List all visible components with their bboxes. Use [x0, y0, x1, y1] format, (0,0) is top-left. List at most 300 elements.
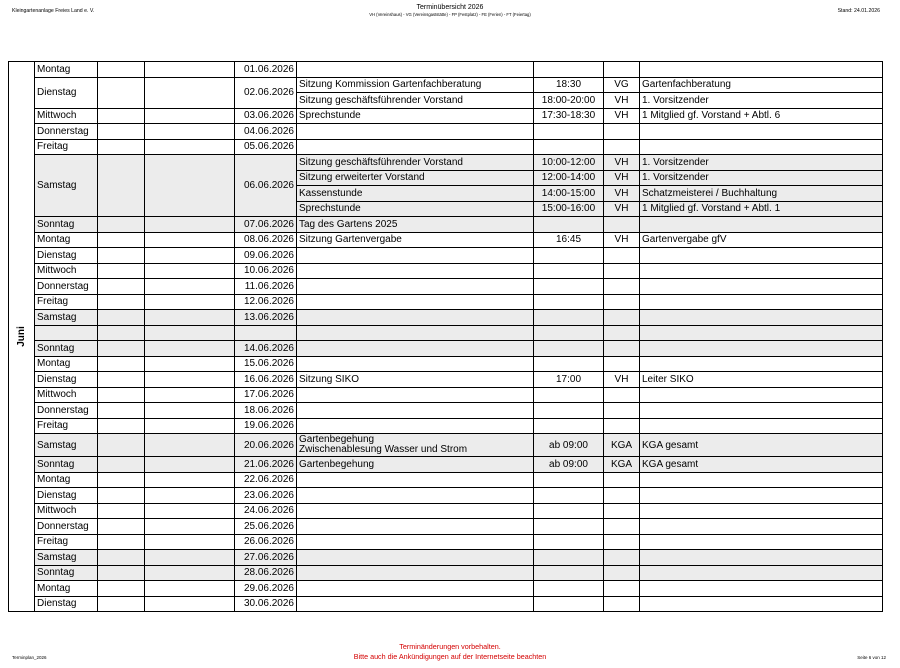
blank-col-2	[145, 472, 235, 488]
event-location	[604, 124, 640, 140]
event-time	[534, 550, 604, 566]
day-name: Montag	[35, 581, 98, 597]
event-text: Sitzung geschäftsführender Vorstand	[297, 155, 534, 171]
day-name: Freitag	[35, 139, 98, 155]
day-name: Freitag	[35, 418, 98, 434]
event-time	[534, 217, 604, 233]
blank-col-2	[145, 356, 235, 372]
blank-col-2	[145, 503, 235, 519]
event-time	[534, 124, 604, 140]
day-name: Freitag	[35, 294, 98, 310]
schedule-row	[9, 279, 883, 295]
event-text	[297, 596, 534, 612]
event-time	[534, 294, 604, 310]
event-location	[604, 387, 640, 403]
schedule-row	[9, 434, 883, 457]
blank-col-2	[145, 248, 235, 264]
event-text: Sitzung Gartenvergabe	[297, 232, 534, 248]
event-text	[297, 503, 534, 519]
blank-col-1	[98, 310, 145, 326]
event-responsible	[640, 263, 883, 279]
month-label-text: Juni	[16, 326, 27, 347]
event-text: Kassenstunde	[297, 186, 534, 202]
event-responsible: 1. Vorsitzender	[640, 93, 883, 109]
schedule-row	[9, 550, 883, 566]
event-time	[534, 418, 604, 434]
blank-col-2	[145, 62, 235, 78]
blank-col-1	[98, 519, 145, 535]
event-responsible	[640, 387, 883, 403]
event-location	[604, 310, 640, 326]
schedule-row	[9, 581, 883, 597]
schedule-row	[9, 403, 883, 419]
event-text	[297, 279, 534, 295]
page-header	[0, 4, 900, 17]
date: 30.06.2026	[235, 596, 297, 612]
event-responsible	[640, 356, 883, 372]
day-name: Dienstag	[35, 596, 98, 612]
blank-col-1	[98, 248, 145, 264]
event-time	[534, 596, 604, 612]
blank-col-1	[98, 565, 145, 581]
event-text	[297, 565, 534, 581]
blank-col-2	[145, 139, 235, 155]
schedule-row	[9, 124, 883, 140]
event-text	[297, 550, 534, 566]
event-responsible	[640, 341, 883, 357]
schedule-row	[9, 325, 883, 341]
event-text	[297, 341, 534, 357]
event-time: 17:30-18:30	[534, 108, 604, 124]
event-text	[297, 248, 534, 264]
event-time	[534, 581, 604, 597]
date: 22.06.2026	[235, 472, 297, 488]
event-text	[297, 310, 534, 326]
blank-col-1	[98, 550, 145, 566]
event-time	[534, 503, 604, 519]
event-responsible	[640, 534, 883, 550]
event-location	[604, 472, 640, 488]
date: 20.06.2026	[235, 434, 297, 457]
event-text: Sprechstunde	[297, 108, 534, 124]
blank-col-1	[98, 503, 145, 519]
day-name: Dienstag	[35, 248, 98, 264]
month-label	[9, 62, 35, 612]
event-time	[534, 519, 604, 535]
blank-col-2	[145, 550, 235, 566]
date: 18.06.2026	[235, 403, 297, 419]
day-name: Dienstag	[35, 488, 98, 504]
schedule-row	[9, 294, 883, 310]
schedule-row	[9, 372, 883, 388]
event-location	[604, 418, 640, 434]
date: 29.06.2026	[235, 581, 297, 597]
event-responsible: KGA gesamt	[640, 457, 883, 473]
blank-col-1	[98, 581, 145, 597]
schedule-row	[9, 534, 883, 550]
date: 26.06.2026	[235, 534, 297, 550]
blank-col-2	[145, 519, 235, 535]
blank-col-2	[145, 263, 235, 279]
event-time	[534, 488, 604, 504]
schedule-row	[9, 77, 883, 93]
event-responsible	[640, 124, 883, 140]
blank-col-2	[145, 325, 235, 341]
blank-col-2	[145, 457, 235, 473]
date: 16.06.2026	[235, 372, 297, 388]
date: 10.06.2026	[235, 263, 297, 279]
event-text	[297, 263, 534, 279]
event-time	[534, 279, 604, 295]
date: 08.06.2026	[235, 232, 297, 248]
event-responsible	[640, 472, 883, 488]
day-name: Samstag	[35, 550, 98, 566]
blank-col-2	[145, 279, 235, 295]
blank-col-2	[145, 534, 235, 550]
footer-notice	[0, 642, 900, 662]
event-text	[297, 124, 534, 140]
event-location: VH	[604, 93, 640, 109]
event-responsible: Schatzmeisterei / Buchhaltung	[640, 186, 883, 202]
event-time	[534, 62, 604, 78]
blank-col-2	[145, 403, 235, 419]
day-name: Montag	[35, 62, 98, 78]
day-name: Mittwoch	[35, 387, 98, 403]
event-responsible: 1 Mitglied gf. Vorstand + Abtl. 1	[640, 201, 883, 217]
schedule-row	[9, 519, 883, 535]
event-text: Sitzung SIKO	[297, 372, 534, 388]
event-responsible: Gartenvergabe gfV	[640, 232, 883, 248]
event-responsible	[640, 503, 883, 519]
day-name: Sonntag	[35, 217, 98, 233]
event-text: Sitzung erweiterter Vorstand	[297, 170, 534, 186]
event-responsible: 1 Mitglied gf. Vorstand + Abtl. 6	[640, 108, 883, 124]
blank-col-2	[145, 217, 235, 233]
event-location	[604, 263, 640, 279]
blank-col-1	[98, 372, 145, 388]
schedule-row	[9, 565, 883, 581]
date: 05.06.2026	[235, 139, 297, 155]
blank-col-1	[98, 387, 145, 403]
date: 13.06.2026	[235, 310, 297, 326]
event-location: KGA	[604, 434, 640, 457]
event-location	[604, 534, 640, 550]
event-text	[297, 387, 534, 403]
event-time	[534, 387, 604, 403]
date: 03.06.2026	[235, 108, 297, 124]
date: 12.06.2026	[235, 294, 297, 310]
blank-col-2	[145, 565, 235, 581]
event-responsible	[640, 418, 883, 434]
day-name: Mittwoch	[35, 263, 98, 279]
date: 07.06.2026	[235, 217, 297, 233]
event-responsible	[640, 248, 883, 264]
schedule-row	[9, 503, 883, 519]
event-text: Sprechstunde	[297, 201, 534, 217]
blank-col-2	[145, 232, 235, 248]
schedule-row	[9, 472, 883, 488]
day-name: Sonntag	[35, 341, 98, 357]
event-text	[297, 62, 534, 78]
schedule-table	[8, 61, 883, 612]
blank-col-2	[145, 77, 235, 108]
event-responsible	[640, 310, 883, 326]
blank-col-1	[98, 139, 145, 155]
event-responsible	[640, 403, 883, 419]
event-time	[534, 534, 604, 550]
event-text	[297, 325, 534, 341]
event-location	[604, 248, 640, 264]
blank-col-2	[145, 341, 235, 357]
day-name: Dienstag	[35, 77, 98, 108]
event-location: KGA	[604, 457, 640, 473]
date: 15.06.2026	[235, 356, 297, 372]
schedule-row	[9, 62, 883, 78]
footer-page: Seite 6 von 12	[857, 655, 886, 660]
event-responsible	[640, 294, 883, 310]
blank-col-1	[98, 457, 145, 473]
blank-col-1	[98, 155, 145, 217]
day-name: Freitag	[35, 534, 98, 550]
event-location: VH	[604, 201, 640, 217]
event-responsible	[640, 217, 883, 233]
day-name: Donnerstag	[35, 403, 98, 419]
event-text	[297, 418, 534, 434]
event-time: 14:00-15:00	[534, 186, 604, 202]
event-responsible: 1. Vorsitzender	[640, 170, 883, 186]
event-time	[534, 248, 604, 264]
event-location	[604, 62, 640, 78]
blank-col-1	[98, 108, 145, 124]
event-responsible: 1. Vorsitzender	[640, 155, 883, 171]
schedule-row	[9, 457, 883, 473]
event-responsible	[640, 519, 883, 535]
event-time: 12:00-14:00	[534, 170, 604, 186]
day-name: Samstag	[35, 310, 98, 326]
event-time	[534, 310, 604, 326]
event-location	[604, 581, 640, 597]
event-text	[297, 356, 534, 372]
schedule-row	[9, 356, 883, 372]
schedule-row	[9, 108, 883, 124]
schedule-row	[9, 418, 883, 434]
event-responsible	[640, 581, 883, 597]
event-time: ab 09:00	[534, 434, 604, 457]
date: 17.06.2026	[235, 387, 297, 403]
date: 11.06.2026	[235, 279, 297, 295]
date: 21.06.2026	[235, 457, 297, 473]
schedule-row	[9, 310, 883, 326]
event-time: 16:45	[534, 232, 604, 248]
event-text	[297, 472, 534, 488]
day-name: Samstag	[35, 434, 98, 457]
date: 28.06.2026	[235, 565, 297, 581]
event-time	[534, 139, 604, 155]
schedule-row	[9, 139, 883, 155]
event-text: Sitzung Kommission Gartenfachberatung	[297, 77, 534, 93]
event-text	[297, 488, 534, 504]
blank-col-1	[98, 534, 145, 550]
day-name: Samstag	[35, 155, 98, 217]
event-location	[604, 596, 640, 612]
event-time: 10:00-12:00	[534, 155, 604, 171]
event-text: Gartenbegehung	[297, 457, 534, 473]
event-text	[297, 139, 534, 155]
date: 25.06.2026	[235, 519, 297, 535]
blank-col-2	[145, 596, 235, 612]
blank-col-2	[145, 108, 235, 124]
schedule-row	[9, 488, 883, 504]
event-location	[604, 403, 640, 419]
blank-col-1	[98, 418, 145, 434]
day-name: Donnerstag	[35, 279, 98, 295]
event-time: 18:30	[534, 77, 604, 93]
day-name: Donnerstag	[35, 519, 98, 535]
schedule-row	[9, 155, 883, 171]
date: 23.06.2026	[235, 488, 297, 504]
event-text: Gartenbegehung Zwischenablesung Wasser und Strom	[297, 434, 534, 457]
schedule-row	[9, 263, 883, 279]
event-text: Sitzung geschäftsführender Vorstand	[297, 93, 534, 109]
event-location	[604, 294, 640, 310]
event-responsible	[640, 279, 883, 295]
day-name: Donnerstag	[35, 124, 98, 140]
day-name: Mittwoch	[35, 108, 98, 124]
blank-col-1	[98, 279, 145, 295]
footer-notice-line2: Bitte auch die Ankündigungen auf der Internetseite beachten	[353, 652, 547, 661]
blank-col-2	[145, 418, 235, 434]
event-responsible	[640, 596, 883, 612]
day-name: Dienstag	[35, 372, 98, 388]
date: 24.06.2026	[235, 503, 297, 519]
event-location: VH	[604, 372, 640, 388]
event-responsible	[640, 565, 883, 581]
blank-col-1	[98, 232, 145, 248]
event-location	[604, 139, 640, 155]
event-location	[604, 550, 640, 566]
blank-col-1	[98, 403, 145, 419]
schedule-row	[9, 596, 883, 612]
date: 06.06.2026	[235, 155, 297, 217]
blank-col-2	[145, 310, 235, 326]
event-location	[604, 565, 640, 581]
date: 14.06.2026	[235, 341, 297, 357]
day-name: Montag	[35, 472, 98, 488]
event-time	[534, 472, 604, 488]
event-location: VH	[604, 232, 640, 248]
event-location: VH	[604, 170, 640, 186]
blank-col-2	[145, 294, 235, 310]
date: 27.06.2026	[235, 550, 297, 566]
day-name: Sonntag	[35, 565, 98, 581]
event-responsible	[640, 325, 883, 341]
date: 09.06.2026	[235, 248, 297, 264]
blank-col-2	[145, 434, 235, 457]
event-time: ab 09:00	[534, 457, 604, 473]
event-responsible	[640, 139, 883, 155]
event-location	[604, 356, 640, 372]
event-text	[297, 581, 534, 597]
date: 04.06.2026	[235, 124, 297, 140]
event-location	[604, 279, 640, 295]
blank-col-2	[145, 124, 235, 140]
schedule-row	[9, 217, 883, 233]
page-title: Terminübersicht 2026	[416, 4, 484, 11]
event-responsible	[640, 62, 883, 78]
event-location	[604, 488, 640, 504]
event-responsible: KGA gesamt	[640, 434, 883, 457]
event-text	[297, 519, 534, 535]
schedule-row	[9, 248, 883, 264]
event-location: VH	[604, 186, 640, 202]
blank-col-2	[145, 155, 235, 217]
blank-col-2	[145, 581, 235, 597]
day-name: Montag	[35, 356, 98, 372]
event-time	[534, 403, 604, 419]
blank-col-2	[145, 488, 235, 504]
event-location	[604, 217, 640, 233]
stand-date: Stand: 24.01.2026	[837, 8, 880, 14]
footer-notice-line1: Terminänderungen vorbehalten.	[399, 642, 501, 651]
event-text	[297, 403, 534, 419]
event-responsible	[640, 488, 883, 504]
schedule-row	[9, 341, 883, 357]
date	[235, 325, 297, 341]
blank-col-1	[98, 294, 145, 310]
date: 01.06.2026	[235, 62, 297, 78]
location-legend: VH (Vereinshaus) - VG (Vereinsgaststätte) - FP (Festplatz) - FE (Ferien) - FT (Feiertag)	[369, 12, 531, 17]
blank-col-2	[145, 387, 235, 403]
blank-col-2	[145, 372, 235, 388]
event-location	[604, 519, 640, 535]
day-name: Sonntag	[35, 457, 98, 473]
blank-col-1	[98, 488, 145, 504]
event-text	[297, 294, 534, 310]
date: 02.06.2026	[235, 77, 297, 108]
schedule-row	[9, 387, 883, 403]
event-time	[534, 263, 604, 279]
event-time	[534, 565, 604, 581]
event-location: VH	[604, 108, 640, 124]
blank-col-1	[98, 325, 145, 341]
event-time	[534, 325, 604, 341]
date: 19.06.2026	[235, 418, 297, 434]
event-location: VG	[604, 77, 640, 93]
org-name: Kleingartenanlage Freies Land e. V.	[12, 8, 95, 14]
event-text	[297, 534, 534, 550]
day-name	[35, 325, 98, 341]
event-time	[534, 356, 604, 372]
blank-col-1	[98, 356, 145, 372]
schedule-row	[9, 232, 883, 248]
blank-col-1	[98, 124, 145, 140]
event-time: 18:00-20:00	[534, 93, 604, 109]
event-responsible	[640, 550, 883, 566]
event-responsible: Gartenfachberatung	[640, 77, 883, 93]
blank-col-1	[98, 472, 145, 488]
event-location	[604, 341, 640, 357]
blank-col-1	[98, 341, 145, 357]
blank-col-1	[98, 596, 145, 612]
blank-col-1	[98, 77, 145, 108]
day-name: Montag	[35, 232, 98, 248]
event-location: VH	[604, 155, 640, 171]
event-responsible: Leiter SIKO	[640, 372, 883, 388]
event-location	[604, 325, 640, 341]
blank-col-1	[98, 217, 145, 233]
day-name: Mittwoch	[35, 503, 98, 519]
blank-col-1	[98, 263, 145, 279]
